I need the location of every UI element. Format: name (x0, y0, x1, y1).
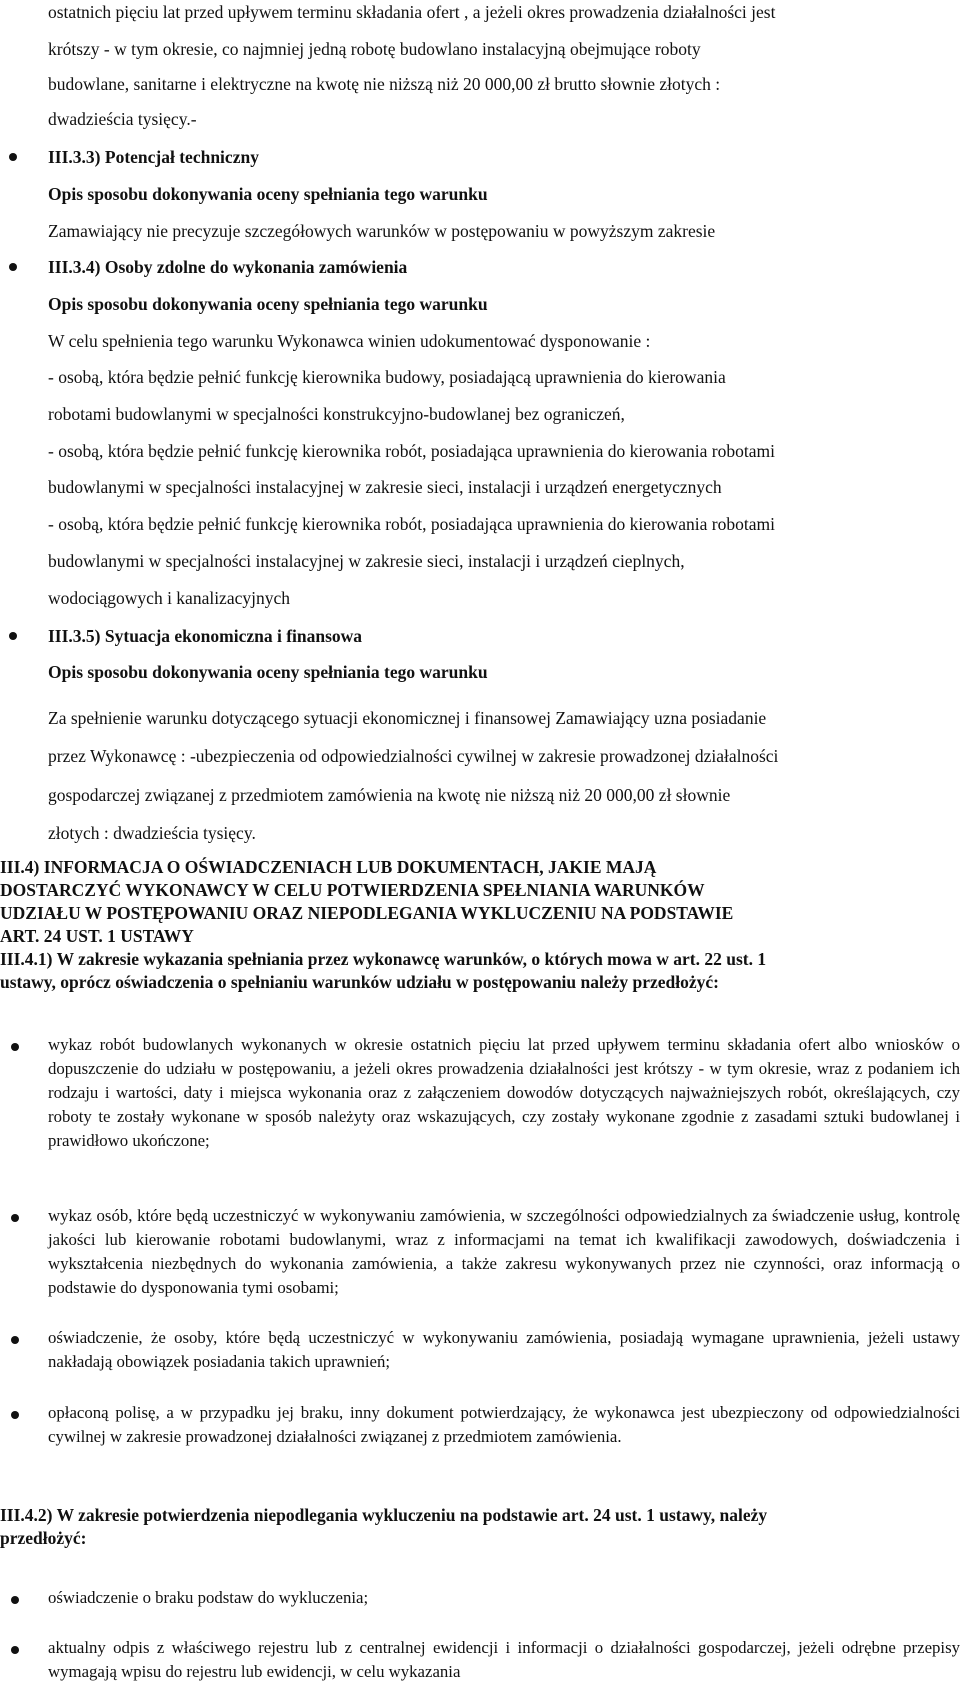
paragraph-line: budowlane, sanitarne i elektryczne na kwotę nie niższą niż 20 000,00 zł brutto słownie złotych : (48, 74, 721, 94)
section-heading: ART. 24 UST. 1 USTAWY (0, 926, 194, 946)
section-heading: DOSTARCZYĆ WYKONAWCY W CELU POTWIERDZENIA SPEŁNIANIA WARUNKÓW (0, 880, 705, 900)
paragraph-line: - osobą, która będzie pełnić funkcję kierownika robót, posiadająca uprawnienia do kierowania robotami (48, 514, 775, 534)
subsection-heading: ustawy, oprócz oświadczenia o spełnianiu warunków udziału w postępowaniu należy przedłożyć: (0, 972, 720, 992)
paragraph-line: budowlanymi w specjalności instalacyjnej w zakresie sieci, instalacji i urządzeń energetycznych (48, 477, 722, 497)
paragraph-line: przez Wykonawcę : -ubezpieczenia od odpowiedzialności cywilnej w zakresie prowadzonej działalności (48, 746, 779, 766)
paragraph-line: krótszy - w tym okresie, co najmniej jedną robotę budowlano instalacyjną obejmujące roboty (48, 39, 701, 59)
paragraph-line: wodociągowych i kanalizacyjnych (48, 588, 290, 608)
paragraph-line: - osobą, która będzie pełnić funkcję kierownika robót, posiadająca uprawnienia do kierowania robotami (48, 441, 775, 461)
paragraph-line: robotami budowlanymi w specjalności konstrukcyjno-budowlanej bez ograniczeń, (48, 404, 625, 424)
subheading: Opis sposobu dokonywania oceny spełniania tego warunku (48, 184, 488, 204)
subsection-heading: III.4.1) W zakresie wykazania spełniania przez wykonawcę warunków, o których mowa w art. 22 ust. 1 (0, 949, 767, 969)
paragraph-line: Zamawiający nie precyzuje szczegółowych warunków w postępowaniu w powyższym zakresie (48, 221, 716, 241)
subheading: Opis sposobu dokonywania oceny spełniania tego warunku (48, 662, 488, 682)
section-heading: III.4) INFORMACJA O OŚWIADCZENIACH LUB DOKUMENTACH, JAKIE MAJĄ (0, 857, 657, 877)
paragraph-line: - osobą, która będzie pełnić funkcję kierownika budowy, posiadającą uprawnienia do kierowania (48, 367, 726, 387)
bullet-icon (9, 153, 17, 161)
bullet-icon (9, 632, 17, 640)
paragraph-line: dwadzieścia tysięcy.- (48, 109, 197, 129)
bullet-icon (11, 1043, 19, 1051)
bullet-icon (11, 1646, 19, 1654)
subheading: Opis sposobu dokonywania oceny spełniania tego warunku (48, 294, 488, 314)
section-heading: III.3.3) Potencjał techniczny (48, 147, 259, 167)
subsection-heading: III.4.2) W zakresie potwierdzenia niepodlegania wykluczeniu na podstawie art. 24 ust. 1 ustawy, należy (0, 1505, 768, 1525)
section-heading: III.3.4) Osoby zdolne do wykonania zamówienia (48, 257, 408, 277)
list-item: oświadczenie o braku podstaw do wykluczenia; (48, 1588, 369, 1607)
paragraph-line: W celu spełnienia tego warunku Wykonawca winien udokumentować dysponowanie : (48, 331, 651, 351)
section-heading: III.3.5) Sytuacja ekonomiczna i finansowa (48, 626, 363, 646)
paragraph-line: ostatnich pięciu lat przed upływem terminu składania ofert , a jeżeli okres prowadzenia działalności jest (48, 2, 776, 22)
subsection-heading: przedłożyć: (0, 1528, 87, 1548)
bullet-icon (11, 1411, 19, 1419)
bullet-icon (11, 1596, 19, 1604)
paragraph-line: budowlanymi w specjalności instalacyjnej w zakresie sieci, instalacji i urządzeń cieplnych, (48, 551, 685, 571)
list-item: aktualny odpis z właściwego rejestru lub z centralnej ewidencji i informacji o działalności gospodarczej, jeżeli odrębne przepisy wymagają wpisu do rejestru lub ewidencji, w celu wykazania (48, 1638, 960, 1681)
paragraph-line (48, 707, 960, 729)
paragraph-line: gospodarczej związanej z przedmiotem zamówienia na kwotę nie niższą niż 20 000,00 zł słownie (48, 785, 731, 805)
justified-text: Za spełnienie warunku dotyczącego sytuacji ekonomicznej i finansowej Zamawiający uzna posiadanie (48, 708, 767, 728)
bullet-icon (11, 1214, 19, 1222)
section-heading: UDZIAŁU W POSTĘPOWANIU ORAZ NIEPODLEGANIA WYKLUCZENIU NA PODSTAWIE (0, 903, 734, 923)
bullet-icon (11, 1336, 19, 1344)
list-item: opłaconą polisę, a w przypadku jej braku, inny dokument potwierdzający, że wykonawca jest ubezpieczony od odpowiedzialności cywilnej w zakresie prowadzonej działalności związanej z przedmiotem zamówienia. (48, 1403, 960, 1446)
bullet-icon (9, 263, 17, 271)
paragraph-line: złotych : dwadzieścia tysięcy. (48, 823, 256, 843)
list-item: wykaz osób, które będą uczestniczyć w wykonywaniu zamówienia, w szczególności odpowiedzialnych za świadczenie usług, kontrolę jakości lub kierowanie robotami budowlanymi, wraz z informacjami na temat ich kwalifikacji zawodowych, doświadczenia i wykształcenia niezbędnych do wykonania zamówienia, a także zakresu wykonywanych przez nie czynności, oraz informacją o podstawie do dysponowania tymi osobami; (48, 1206, 960, 1297)
list-item: oświadczenie, że osoby, które będą uczestniczyć w wykonywaniu zamówienia, posiadają wymagane uprawnienia, jeżeli ustawy nakładają obowiązek posiadania takich uprawnień; (48, 1328, 960, 1371)
list-item: wykaz robót budowlanych wykonanych w okresie ostatnich pięciu lat przed upływem terminu składania ofert albo wniosków o dopuszczenie do udziału w postępowaniu, a jeżeli okres prowadzenia działalności jest krótszy - w tym okresie, wraz z podaniem ich rodzaju i wartości, daty i miejsca wykonania oraz z załączeniem dowodów dotyczących najważniejszych robót, określających, czy roboty te zostały wykonane w sposób należyty oraz wskazujących, czy zostały wykonane zgodnie z zasadami sztuki budowlanej i prawidłowo ukończone; (48, 1035, 960, 1150)
